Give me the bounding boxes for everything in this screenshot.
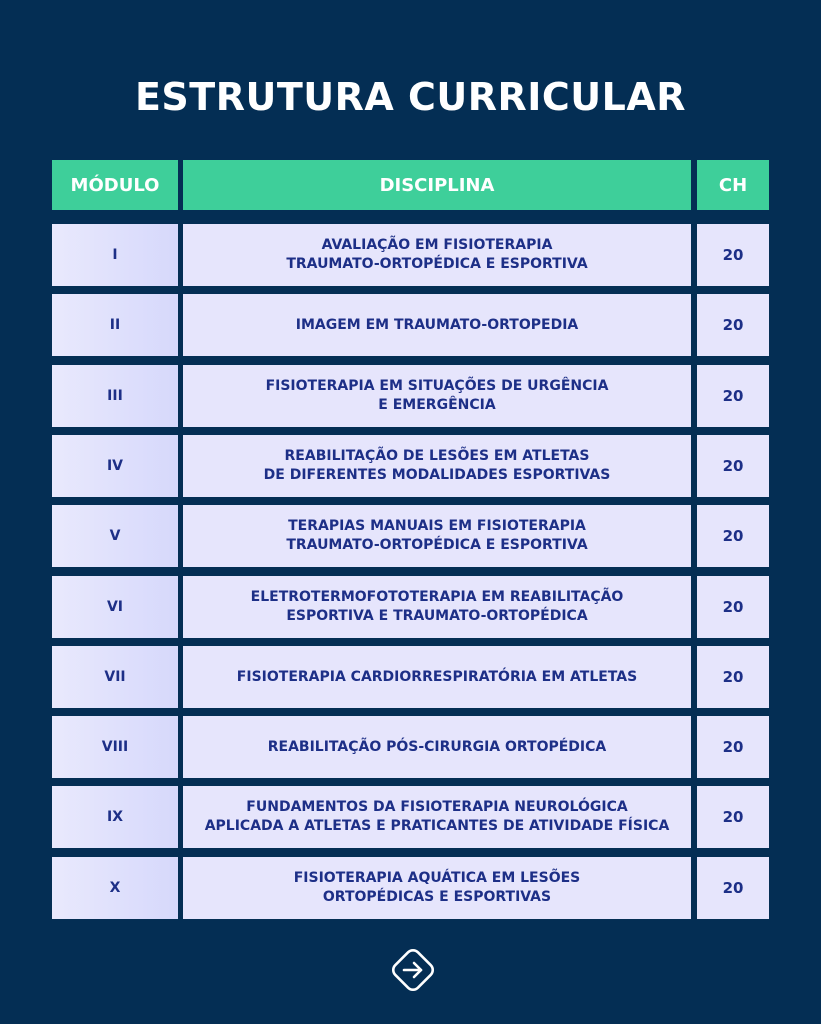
cell-disciplina: FUNDAMENTOS DA FISIOTERAPIA NEUROLÓGICA APLICADA A ATLETAS E PRATICANTES DE ATIVIDADE FÍSICA — [183, 786, 691, 848]
cell-ch: 20 — [697, 786, 769, 848]
cell-disciplina: ELETROTERMOFOTOTERAPIA EM REABILITAÇÃO ESPORTIVA E TRAUMATO-ORTOPÉDICA — [183, 576, 691, 638]
cell-modulo: II — [52, 294, 178, 356]
cell-modulo: X — [52, 857, 178, 919]
cell-ch: 20 — [697, 224, 769, 286]
cell-disciplina: IMAGEM EM TRAUMATO-ORTOPEDIA — [183, 294, 691, 356]
cell-modulo: IV — [52, 435, 178, 497]
cell-modulo: I — [52, 224, 178, 286]
cell-modulo: VII — [52, 646, 178, 708]
cell-modulo: V — [52, 505, 178, 567]
cell-ch: 20 — [697, 576, 769, 638]
cell-disciplina: TERAPIAS MANUAIS EM FISIOTERAPIA TRAUMATO-ORTOPÉDICA E ESPORTIVA — [183, 505, 691, 567]
cell-disciplina: FISIOTERAPIA AQUÁTICA EM LESÕES ORTOPÉDICAS E ESPORTIVAS — [183, 857, 691, 919]
next-button[interactable] — [385, 942, 441, 998]
cell-ch: 20 — [697, 365, 769, 427]
cell-ch: 20 — [697, 505, 769, 567]
header-modulo: MÓDULO — [52, 160, 178, 210]
page-title: ESTRUTURA CURRICULAR — [134, 75, 687, 119]
cell-ch: 20 — [697, 435, 769, 497]
header-ch: CH — [697, 160, 769, 210]
header-disciplina: DISCIPLINA — [183, 160, 691, 210]
cell-disciplina: FISIOTERAPIA EM SITUAÇÕES DE URGÊNCIA E EMERGÊNCIA — [183, 365, 691, 427]
cell-modulo: VIII — [52, 716, 178, 778]
cell-modulo: III — [52, 365, 178, 427]
cell-disciplina: REABILITAÇÃO PÓS-CIRURGIA ORTOPÉDICA — [183, 716, 691, 778]
cell-ch: 20 — [697, 646, 769, 708]
cell-modulo: IX — [52, 786, 178, 848]
cell-modulo: VI — [52, 576, 178, 638]
cell-disciplina: AVALIAÇÃO EM FISIOTERAPIA TRAUMATO-ORTOPÉDICA E ESPORTIVA — [183, 224, 691, 286]
cell-ch: 20 — [697, 857, 769, 919]
cell-disciplina: REABILITAÇÃO DE LESÕES EM ATLETAS DE DIFERENTES MODALIDADES ESPORTIVAS — [183, 435, 691, 497]
arrow-right-icon — [385, 942, 441, 998]
cell-ch: 20 — [697, 716, 769, 778]
cell-ch: 20 — [697, 294, 769, 356]
cell-disciplina: FISIOTERAPIA CARDIORRESPIRATÓRIA EM ATLETAS — [183, 646, 691, 708]
